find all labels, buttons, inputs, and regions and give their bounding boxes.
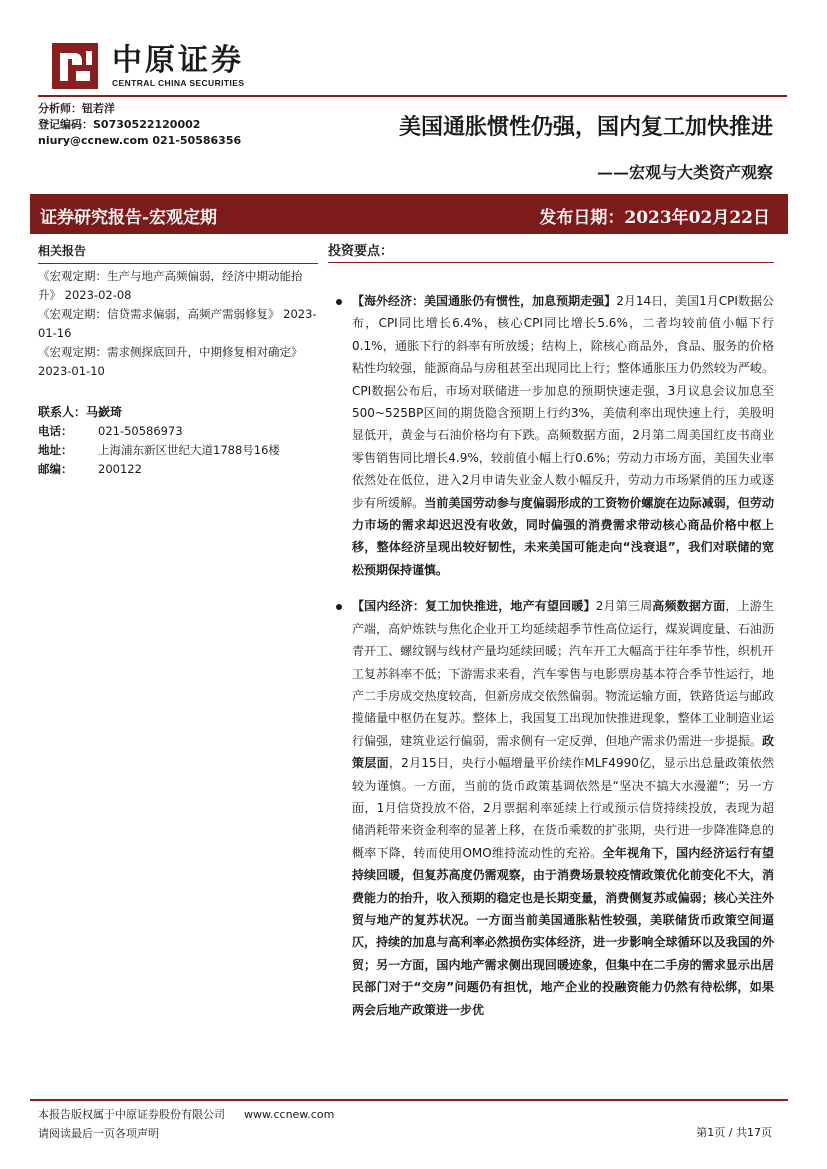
ccs-logo-mark-icon	[52, 43, 98, 89]
bullet-icon	[336, 604, 342, 610]
company-logo	[52, 43, 262, 91]
header-divider	[38, 95, 787, 97]
paragraph-emphasis: 高频数据方面	[652, 599, 726, 614]
related-report-item[interactable]: 《宏观定期：信贷需求偏弱，高频产需弱修复》 2023-01-16	[38, 307, 317, 340]
paragraph-emphasis: 当前美国劳动参与度偏弱形成的工资物价螺旋在边际减弱，但劳动力市场的需求却迟迟没有收敛，同时偏强的消费需求带动核心商品价格中枢上移，整体经济呈现出较好韧性，未来美国可能走向“浅衰退”，我们对联储的宽松预期保持谨慎。	[352, 495, 774, 577]
footer-copyright-row	[38, 1105, 334, 1124]
analyst-info	[38, 101, 298, 149]
logo-chinese-name: 中原证券	[112, 43, 244, 78]
contact-zip: 200122	[98, 462, 142, 476]
main-content	[328, 240, 774, 1021]
contact-person	[38, 403, 318, 422]
contact-address-label: 地址：	[38, 443, 73, 457]
footer-disclaimer: 请阅读最后一页各项声明	[38, 1127, 159, 1140]
contact-address-row	[38, 441, 318, 460]
report-banner	[30, 194, 788, 234]
contact-phone-row	[38, 422, 318, 441]
report-type: 证券研究报告-宏观定期	[40, 208, 218, 228]
contact-phone-label: 电话：	[38, 424, 73, 438]
bullet-icon	[336, 299, 342, 305]
investment-highlights-heading: 投资要点：	[328, 240, 774, 263]
analyst-registration: 登记编码：S0730522120002	[38, 118, 201, 131]
overseas-economy-paragraph	[328, 290, 774, 581]
related-report-item[interactable]: 《宏观定期：需求侧探底回升，中期修复相对确定》 2023-01-10	[38, 345, 303, 378]
analyst-name: 分析师：钮若洋	[38, 102, 115, 115]
footer-copyright: 本报告版权属于中原证券股份有限公司	[38, 1108, 225, 1121]
contact-address: 上海浦东新区世纪大道1788号16楼	[98, 443, 280, 457]
paragraph-lead: 【海外经济：美国通胀仍有惯性，加息预期走强】	[352, 294, 617, 308]
related-reports-heading: 相关报告	[38, 242, 318, 264]
publish-date: 发布日期：2023年02月22日	[539, 208, 770, 228]
paragraph-emphasis: 全年视角下，国内经济运行有望持续回暖，但复苏高度仍需观察，由于消费场景较疫情政策优化前变化不大，消费能力的抬升，收入预期的稳定也是长期变量，消费侧复苏或偏弱；核心关注外贸与地产的复苏状况。一方面当前美国通胀粘性较强，美联储货币政策空间逼仄，持续的加息与高利率必然损伤实体经济，进一步影响全球循环以及我国的外贸；另一方面，国内地产需求侧出现回暖迹象，但集中在二手房的需求显示出居民部门对于“交房”问题仍有担忧，地产企业的投融资能力仍然有待松绑，如果两会后地产政策进一步优	[352, 845, 774, 1017]
sidebar	[38, 242, 318, 479]
contact-phone: 021-50586973	[98, 424, 183, 438]
contact-person-name: 马嶔琦	[86, 405, 123, 419]
report-subtitle: ——宏观与大类资产观察	[596, 163, 773, 182]
footer	[38, 1105, 334, 1143]
paragraph-body: 2月第三周	[595, 599, 653, 614]
paragraph-lead: 【国内经济：复工加快推进，地产有望回暖】	[352, 599, 596, 614]
footer-divider	[30, 1099, 788, 1101]
paragraph-body: ，2月15日，央行小幅增量平价续作MLF4990亿，显示出总量政策依然较为谨慎。一方面，当前的货币政策基调依然是“坚决不搞大水漫灌”；另一方面，1月信贷投放不俗，2月票据利率延续上行或预示信贷持续投放，表现为超储消耗带来资金利率的显著上移，在货币乘数的扩张期，央行进一步降准降息的概率下降，转而使用OMO维持流动性的充裕。	[352, 756, 774, 860]
footer-website-link[interactable]: www.ccnew.com	[244, 1108, 335, 1121]
paragraph-emphasis: 政策层面	[352, 733, 774, 771]
logo-english-name: CENTRAL CHINA SECURITIES	[112, 78, 245, 88]
related-report-item[interactable]: 《宏观定期：生产与地产高频偏弱，经济中期动能抬升》 2023-02-08	[38, 269, 303, 302]
paragraph-body: 2月14日，美国1月CPI数据公布，CPI同比增长6.4%，核心CPI同比增长5.6%，二者均较前值小幅下行0.1%，通胀下行的斜率有所放缓；结构上，除核心商品外，食品、服务的价格粘性均较强，能源商品与房租甚至出现同比上行；整体通胀压力仍然较为严峻。CPI数据公布后，市场对联储进一步加息的预期快速走强，3月议息会议加息至500~525BP区间的期货隐含预期上行约3%，美债利率出现快速上行，美股明显低开，黄金与石油价格均有下跌。高频数据方面，2月第二周美国红皮书商业零售销售同比增长4.9%，较前值小幅上行0.6%；劳动力市场方面，美国失业率依然处在低位，进入2月申请失业金人数小幅反升，劳动力市场紧俏的压力或逐步有所缓解。	[352, 294, 774, 510]
contact-person-label: 联系人：	[38, 405, 87, 419]
domestic-economy-paragraph	[328, 595, 774, 1021]
report-title: 美国通胀惯性仍强，国内复工加快推进	[398, 114, 773, 140]
contact-zip-row	[38, 460, 318, 479]
page-number: 第1页 / 共17页	[696, 1126, 772, 1139]
contact-block	[38, 403, 318, 479]
analyst-contact: niury@ccnew.com 021-50586356	[38, 134, 242, 147]
contact-zip-label: 邮编：	[38, 462, 73, 476]
paragraph-body: ，上游生产端，高炉炼铁与焦化企业开工均延续超季节性高位运行，煤炭调度量、石油沥青开工、螺纹钢与线材产量均延续回暖；汽车开工大幅高于往年季节性，织机开工复苏斜率不低；下游需求来看，汽车零售与电影票房基本符合季节性运行，地产二手房成交热度较高，但新房成交依然偏弱。物流运输方面，铁路货运与邮政揽储量中枢仍在复苏。整体上，我国复工出现加快推进现象，整体工业制造业运行偏强，建筑业运行偏弱，需求侧有一定反弹，但地产需求仍需进一步提振。	[352, 599, 774, 748]
